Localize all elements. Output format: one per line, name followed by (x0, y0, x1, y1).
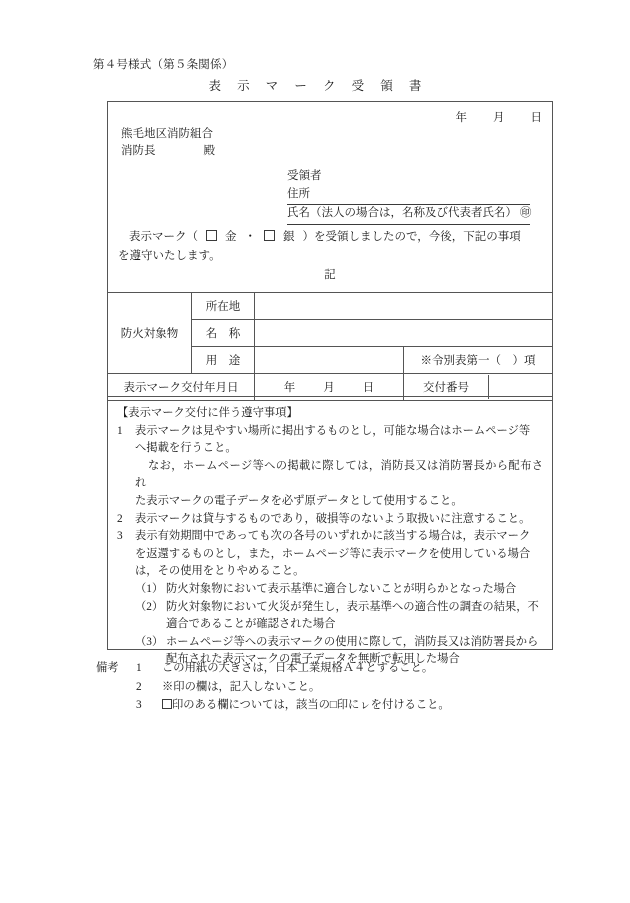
footnote-row (96, 659, 566, 678)
compliance-subitem-2-marker: （2） (135, 600, 164, 613)
footnotes-label: 備考 (96, 662, 119, 674)
compliance-item-3-line-1: 表示有効期間中であっても次の各号のいずれかに該当する場合は，表示マーク (135, 530, 531, 543)
compliance-item-1-line-2: へ掲載を行うこと。 (135, 442, 237, 455)
receiver-name-field[interactable] (287, 205, 530, 225)
footnote-3-body: 印のある欄については，該当の□印にㇾを付けること。 (172, 699, 450, 711)
compliance-subitem-3-marker: （3） (135, 635, 164, 648)
compliance-subitem-2-line-1: 防火対象物において火災が発生し，表示基準への適合性の調査の結果，不 (166, 600, 539, 613)
issue-date-day: 日 (362, 382, 375, 394)
receiver-block (287, 168, 530, 225)
compliance-item-2 (117, 511, 543, 529)
compliance-item-1-note-2: た表示マークの電子データを必ず原データとして使用すること。 (135, 494, 463, 507)
checkbox-silver[interactable] (264, 230, 275, 241)
compliance-subitem-1 (117, 581, 543, 599)
compliance-subitem-2 (117, 599, 543, 617)
statement-option-silver: 銀 (283, 231, 295, 243)
row-label-location: 所在地 (192, 293, 255, 320)
row-label-name: 名 称 (192, 320, 255, 347)
issue-date-month: 月 (323, 382, 335, 394)
compliance-item-1 (117, 423, 543, 441)
addressee-officer-line (121, 143, 215, 160)
receiver-label: 受領者 (287, 170, 322, 182)
input-name[interactable] (255, 320, 553, 347)
footnote-3-index: 3 (136, 699, 142, 711)
statement-option-gold: 金 (225, 231, 237, 243)
footnote-1-index: 1 (136, 662, 142, 674)
compliance-item-2-marker: 2 (117, 512, 123, 525)
date-year-label: 年 (455, 112, 467, 124)
compliance-item-3-marker: 3 (117, 530, 123, 543)
input-location[interactable] (255, 293, 553, 320)
statement-paragraph (118, 228, 542, 266)
table-row (108, 293, 553, 320)
statement-line2: を遵守いたします。 (118, 250, 221, 262)
ki-marker: 記 (324, 269, 336, 281)
compliance-subitem-1-marker: （1） (135, 582, 164, 595)
footnote-3-text (162, 696, 566, 715)
row-label-usage: 用 途 (192, 347, 255, 374)
input-usage[interactable] (255, 347, 404, 374)
compliance-subitem-3-line-1: ホームページ等への表示マークの使用に際して，消防長又は消防署長から (166, 635, 539, 648)
compliance-item-1-marker: 1 (117, 424, 123, 437)
compliance-item-1-line-1: 表示マークは見やすい場所に掲出するものとし，可能な場合はホームページ等 (135, 424, 531, 437)
addressee-officer: 消防長 (121, 145, 156, 157)
issue-number-label: 交付番号 (404, 375, 489, 399)
footnote-row (96, 696, 566, 715)
compliance-item-3 (117, 528, 543, 546)
footnote-2-text: ※印の欄は，記入しないこと。 (162, 680, 321, 693)
addressee-honorific: 殿 (203, 145, 215, 157)
footnote-1-text: この用紙の大きさは，日本工業規格Ａ４とすること。 (162, 662, 434, 674)
date-day-label: 日 (530, 112, 542, 124)
checkbox-gold[interactable] (206, 230, 217, 241)
seal-icon: ㊞ (519, 207, 532, 219)
footnote-2-index: 2 (136, 680, 142, 693)
appendix-table-reference[interactable]: ※令別表第一（ ）項 (404, 347, 553, 374)
compliance-item-3-line-3: は，その使用をとりやめること。 (135, 565, 305, 578)
footnote-row (96, 678, 566, 697)
compliance-item-1-note-1: なお，ホームページ等への掲載に際しては，消防長又は消防署長から配布され (135, 459, 543, 490)
date-month-label: 月 (493, 112, 505, 124)
compliance-subitem-3-line-2: 配布された表示マークの電子データを無断で転用した場合 (166, 653, 460, 666)
compliance-subitem-2-line-2: 適合であることが確認された場合 (166, 618, 336, 631)
compliance-terms-box (107, 396, 553, 666)
addressee-organization: 熊毛地区消防組合 (121, 128, 213, 140)
footnotes (96, 659, 566, 715)
square-mark-icon (162, 699, 172, 709)
statement-option-separator: ・ (244, 231, 256, 243)
receiver-address-field[interactable]: 住所 (287, 186, 530, 206)
compliance-heading: 【表示マーク交付に伴う遵守事項】 (117, 407, 298, 419)
object-label-cell: 防火対象物 (108, 293, 192, 374)
compliance-item-2-line-1: 表示マークは貸与するものであり，破損等のないよう取扱いに注意すること。 (135, 512, 531, 525)
addressee-block (121, 126, 215, 160)
compliance-subitem-1-line-1: 防火対象物において表示基準に適合しないことが明らかとなった場合 (166, 582, 517, 595)
compliance-item-3-line-2: を返還するものとし，また，ホームページ等に表示マークを使用している場合 (135, 547, 531, 560)
issue-date-year: 年 (283, 382, 296, 394)
statement-tail: ）を受領しましたので，今後，下記の事項 (302, 231, 521, 243)
date-line (330, 109, 542, 125)
compliance-subitem-3 (117, 634, 543, 652)
statement-lead: 表示マーク（ (129, 231, 198, 243)
form-code: 第４号様式（第５条関係） (93, 59, 234, 71)
issue-date-label: 表示マーク交付年月日 (108, 374, 255, 401)
building-info-table (107, 292, 553, 401)
receiver-name-label: 氏名（法人の場合は，名称及び代表者氏名） (287, 207, 517, 219)
document-title: 表 示 マ ー ク 受 領 書 (208, 79, 428, 93)
